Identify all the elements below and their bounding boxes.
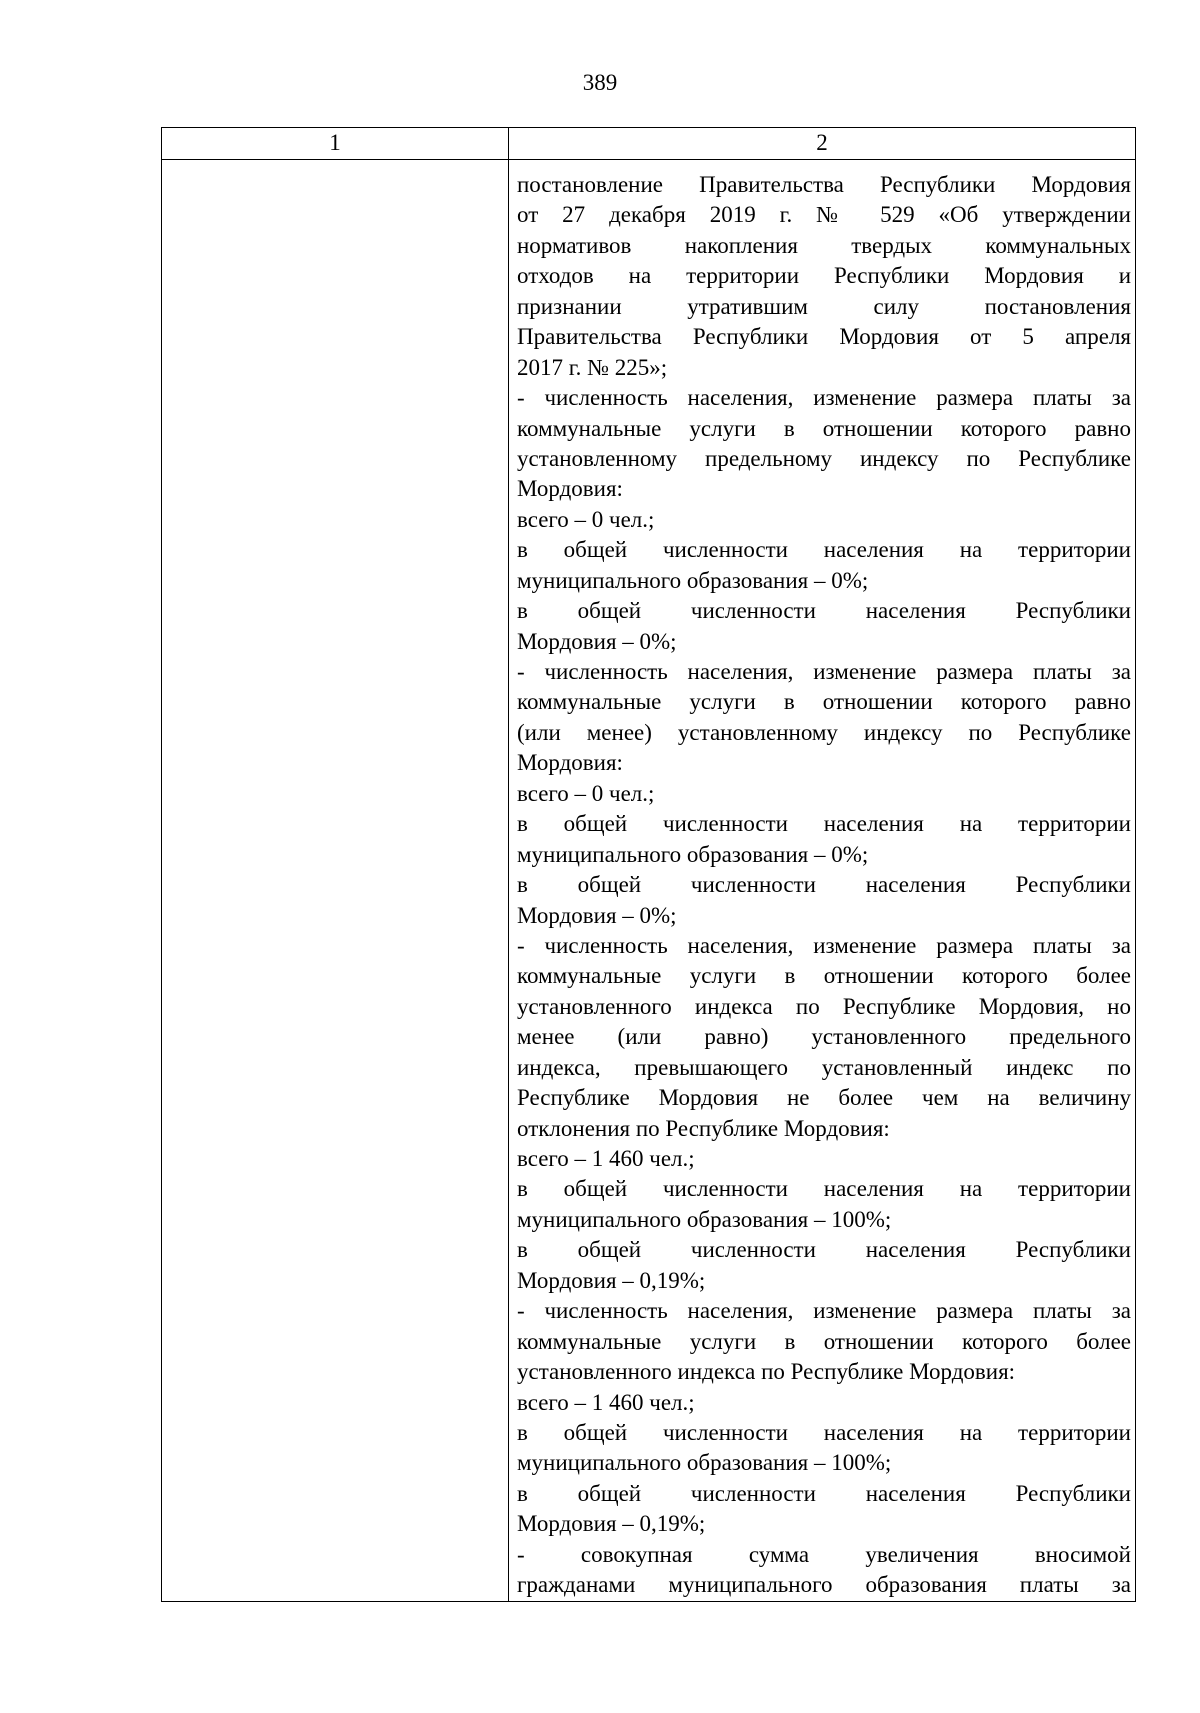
text-line: Мордовия – 0%;	[517, 628, 677, 654]
column-header-2: 2	[509, 128, 1136, 160]
cell-text	[509, 160, 1135, 1601]
text-line: в общей численности населения Республики	[517, 1480, 1131, 1506]
text-line: в общей численности населения Республики	[517, 1237, 1131, 1263]
text-line: в общей численности населения на территории	[517, 811, 1131, 837]
text-line: установленного индекса по Республике Мордовия:	[517, 1359, 1016, 1385]
page-number: 389	[582, 70, 618, 95]
text-line: нормативов накопления твердых коммунальных	[517, 232, 1131, 258]
text-line: всего – 1 460 чел.;	[517, 1389, 695, 1415]
text-line: всего – 0 чел.;	[517, 780, 655, 806]
text-line: Мордовия – 0,19%;	[517, 1267, 706, 1293]
text-line: - совокупная сумма увеличения вносимой	[517, 1541, 1131, 1567]
text-line: - численность населения, изменение размера платы за	[517, 932, 1131, 958]
table-header-row	[162, 128, 1136, 160]
text-line: Мордовия – 0%;	[517, 902, 677, 928]
text-line: всего – 1 460 чел.;	[517, 1146, 695, 1171]
text-line: - численность населения, изменение размера платы за	[517, 659, 1131, 684]
text-line: Мордовия:	[517, 476, 623, 502]
column-header-1: 1	[162, 128, 509, 160]
text-line: 2017 г. № 225»;	[517, 354, 668, 380]
text-line: всего – 0 чел.;	[517, 506, 655, 532]
text-line: гражданами муниципального образования платы за	[517, 1572, 1131, 1598]
text-line: в общей численности населения на территории	[517, 537, 1131, 563]
text-line: от 27 декабря 2019 г. № 529 «Об утверждении	[517, 202, 1131, 228]
text-line: менее (или равно) установленного предельного	[517, 1024, 1131, 1050]
text-line: муниципального образования – 0%;	[517, 567, 869, 593]
table-row	[162, 160, 1136, 1602]
text-line: Мордовия – 0,19%;	[517, 1511, 706, 1537]
text-line: Республике Мордовия не более чем на величину	[517, 1085, 1131, 1111]
text-line: - численность населения, изменение размера платы за	[517, 1298, 1131, 1324]
text-line: установленного индекса по Республике Мордовия, но	[517, 993, 1131, 1019]
text-line: коммунальные услуги в отношении которого равно	[517, 689, 1131, 715]
text-line: Мордовия:	[517, 750, 623, 776]
text-line: коммунальные услуги в отношении которого более	[517, 1328, 1131, 1354]
text-line: коммунальные услуги в отношении которого равно	[517, 415, 1131, 441]
text-line: муниципального образования – 100%;	[517, 1450, 892, 1476]
document-table	[161, 127, 1136, 1602]
text-line: Правительства Республики Мордовия от 5 апреля	[517, 324, 1131, 350]
text-line: - численность населения, изменение размера платы за	[517, 385, 1131, 411]
text-line: признании утратившим силу постановления	[517, 293, 1131, 319]
column-1-cell	[162, 160, 509, 1602]
text-line: отходов на территории Республики Мордовия и	[517, 263, 1131, 289]
text-line: постановление Правительства Республики Мордовия	[517, 172, 1131, 197]
column-2-cell	[509, 160, 1136, 1602]
text-line: муниципального образования – 100%;	[517, 1206, 892, 1232]
text-line: установленному предельному индексу по Республике	[517, 445, 1131, 471]
text-line: (или менее) установленному индексу по Республике	[517, 719, 1131, 745]
text-line: в общей численности населения Республики	[517, 872, 1131, 898]
text-line: в общей численности населения Республики	[517, 598, 1131, 624]
text-line: отклонения по Республике Мордовия:	[517, 1115, 890, 1141]
text-line: коммунальные услуги в отношении которого более	[517, 963, 1131, 989]
text-line: в общей численности населения на территории	[517, 1176, 1131, 1202]
text-line: муниципального образования – 0%;	[517, 841, 869, 867]
text-line: в общей численности населения на территории	[517, 1419, 1131, 1445]
text-line: индекса, превышающего установленный индекс по	[517, 1054, 1131, 1080]
